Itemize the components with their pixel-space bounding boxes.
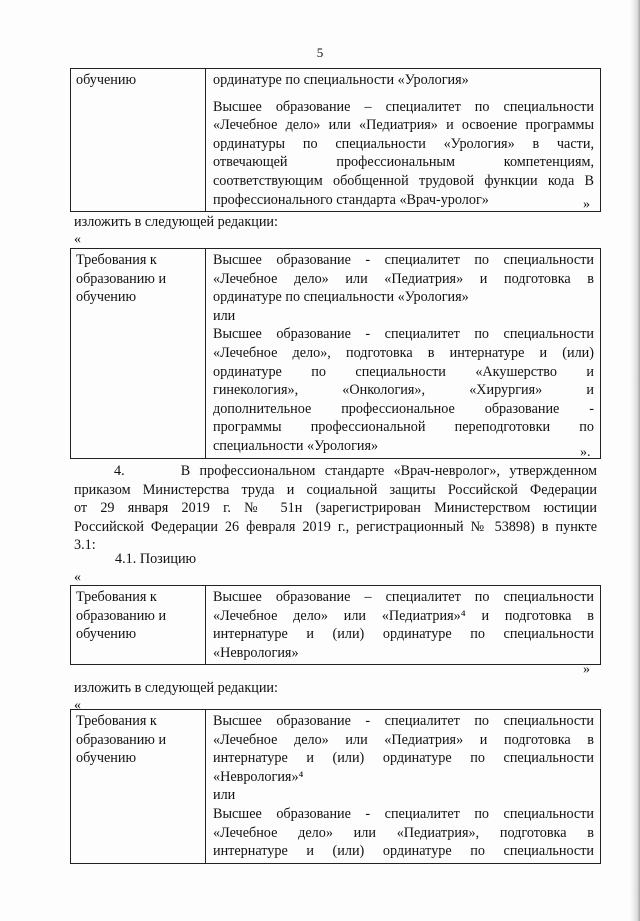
paragraph-line: 3.1: xyxy=(74,537,96,554)
cell-line: ординатуре по специальности «Акушерство и xyxy=(213,363,594,380)
cell-line: программы профессиональной переподготовки по xyxy=(213,419,594,436)
paragraph-number: 4. xyxy=(114,463,125,479)
cell-line: Высшее образование – специалитет по специальности xyxy=(213,98,594,115)
paragraph-4 xyxy=(74,462,597,555)
cell-line: гинекология», «Онкология», «Хирургия» и xyxy=(213,382,594,399)
opening-quote: « xyxy=(74,570,81,585)
cell-line: интернатуре и (или) ординатуре по специальности xyxy=(213,626,594,643)
instruction-text: изложить в следующей редакции: xyxy=(74,680,278,696)
cell-line: интернатуре и (или) ординатуре по специальности xyxy=(213,843,594,860)
cell-line: Высшее образование – специалитет по специальности xyxy=(213,589,594,605)
table-cell-content xyxy=(206,69,601,212)
cell-line: образованию и xyxy=(76,731,167,748)
table-cell-label xyxy=(71,710,206,864)
cell-text: обучению xyxy=(76,72,137,88)
requirements-table-continuation xyxy=(70,68,601,212)
cell-paragraph: ординатуре по специальности «Урология» xyxy=(213,72,469,88)
cell-line: или xyxy=(213,307,236,324)
closing-quote: » xyxy=(583,662,590,677)
table-cell-label xyxy=(71,69,206,212)
closing-quote: » xyxy=(583,197,590,212)
page-number: 5 xyxy=(316,45,324,60)
cell-line: Высшее образование - специалитет по специальности xyxy=(213,713,594,729)
cell-line: Требования к xyxy=(76,713,157,729)
opening-quote: « xyxy=(74,232,81,247)
cell-line: ординатуре по специальности «Урология» xyxy=(213,289,469,306)
table-cell-content xyxy=(206,249,601,459)
paragraph-text: В профессиональном стандарте «Врач-невролог», утвержденном xyxy=(180,463,597,479)
cell-line: дополнительное профессиональное образование - xyxy=(213,400,594,417)
requirements-table-new-urology xyxy=(70,248,601,459)
opening-quote: « xyxy=(74,698,81,713)
cell-line: «Лечебное дело» или «Педиатрия» и подготовка в xyxy=(213,270,594,287)
requirements-table-new-neurology xyxy=(70,709,601,864)
paragraph-line: Российской Федерации 26 февраля 2019 г., регистрационный № 53898) в пункте xyxy=(74,518,597,535)
instruction-text: изложить в следующей редакции: xyxy=(74,214,278,230)
cell-line: «Лечебное дело» или «Педиатрия» и освоение программы xyxy=(213,117,594,134)
cell-line: Высшее образование - специалитет по специальности xyxy=(213,252,594,268)
paragraph-line-1 xyxy=(74,462,597,481)
cell-line: «Лечебное дело» или «Педиатрия» и подготовка в xyxy=(213,731,594,748)
table-cell-content xyxy=(206,710,601,864)
scan-edge-shadow xyxy=(630,0,640,921)
cell-line: обучению xyxy=(76,750,137,767)
cell-line: Высшее образование - специалитет по специальности xyxy=(213,805,594,822)
cell-line: профессионального стандарта «Врач-уролог» xyxy=(213,191,489,208)
cell-line: Требования к xyxy=(76,589,157,605)
subpoint-heading: 4.1. Позицию xyxy=(115,551,197,567)
cell-line: «Лечебное дело» или «Педиатрия»⁴ и подготовка в xyxy=(213,607,594,624)
cell-line: обучению xyxy=(76,626,137,643)
paragraph-line: приказом Министерства труда и социальной защиты Российской Федерации xyxy=(74,481,597,498)
table-cell-label xyxy=(71,249,206,459)
cell-line: «Лечебное дело», подготовка в интернатуре и (или) xyxy=(213,344,594,361)
cell-line: «Лечебное дело» или «Педиатрия», подготовка в xyxy=(213,824,594,841)
cell-line: Высшее образование - специалитет по специальности xyxy=(213,326,594,343)
cell-line: «Неврология»⁴ xyxy=(213,768,304,785)
table-cell-label xyxy=(71,586,206,665)
cell-line: специальности «Урология» xyxy=(213,437,379,454)
closing-quote: ». xyxy=(580,445,591,460)
cell-line: образованию и xyxy=(76,607,167,624)
cell-line: ординатуры по специальности «Урология» в части, xyxy=(213,135,594,152)
cell-line: или xyxy=(213,787,236,804)
cell-line: отвечающей профессиональным компетенциям, xyxy=(213,154,594,171)
cell-line: обучению xyxy=(76,289,137,306)
paragraph-line: от 29 января 2019 г. № 51н (зарегистрирован Министерством юстиции xyxy=(74,500,597,517)
cell-line: «Неврология» xyxy=(213,644,299,661)
table-cell-content xyxy=(206,586,601,665)
cell-line: Требования к xyxy=(76,252,157,268)
cell-line: соответствующим обобщенной трудовой функции кода B xyxy=(213,172,594,189)
requirements-table-old-neurology xyxy=(70,585,601,665)
cell-line: образованию и xyxy=(76,270,167,287)
cell-line: интернатуре и (или) ординатуре по специальности xyxy=(213,750,594,767)
